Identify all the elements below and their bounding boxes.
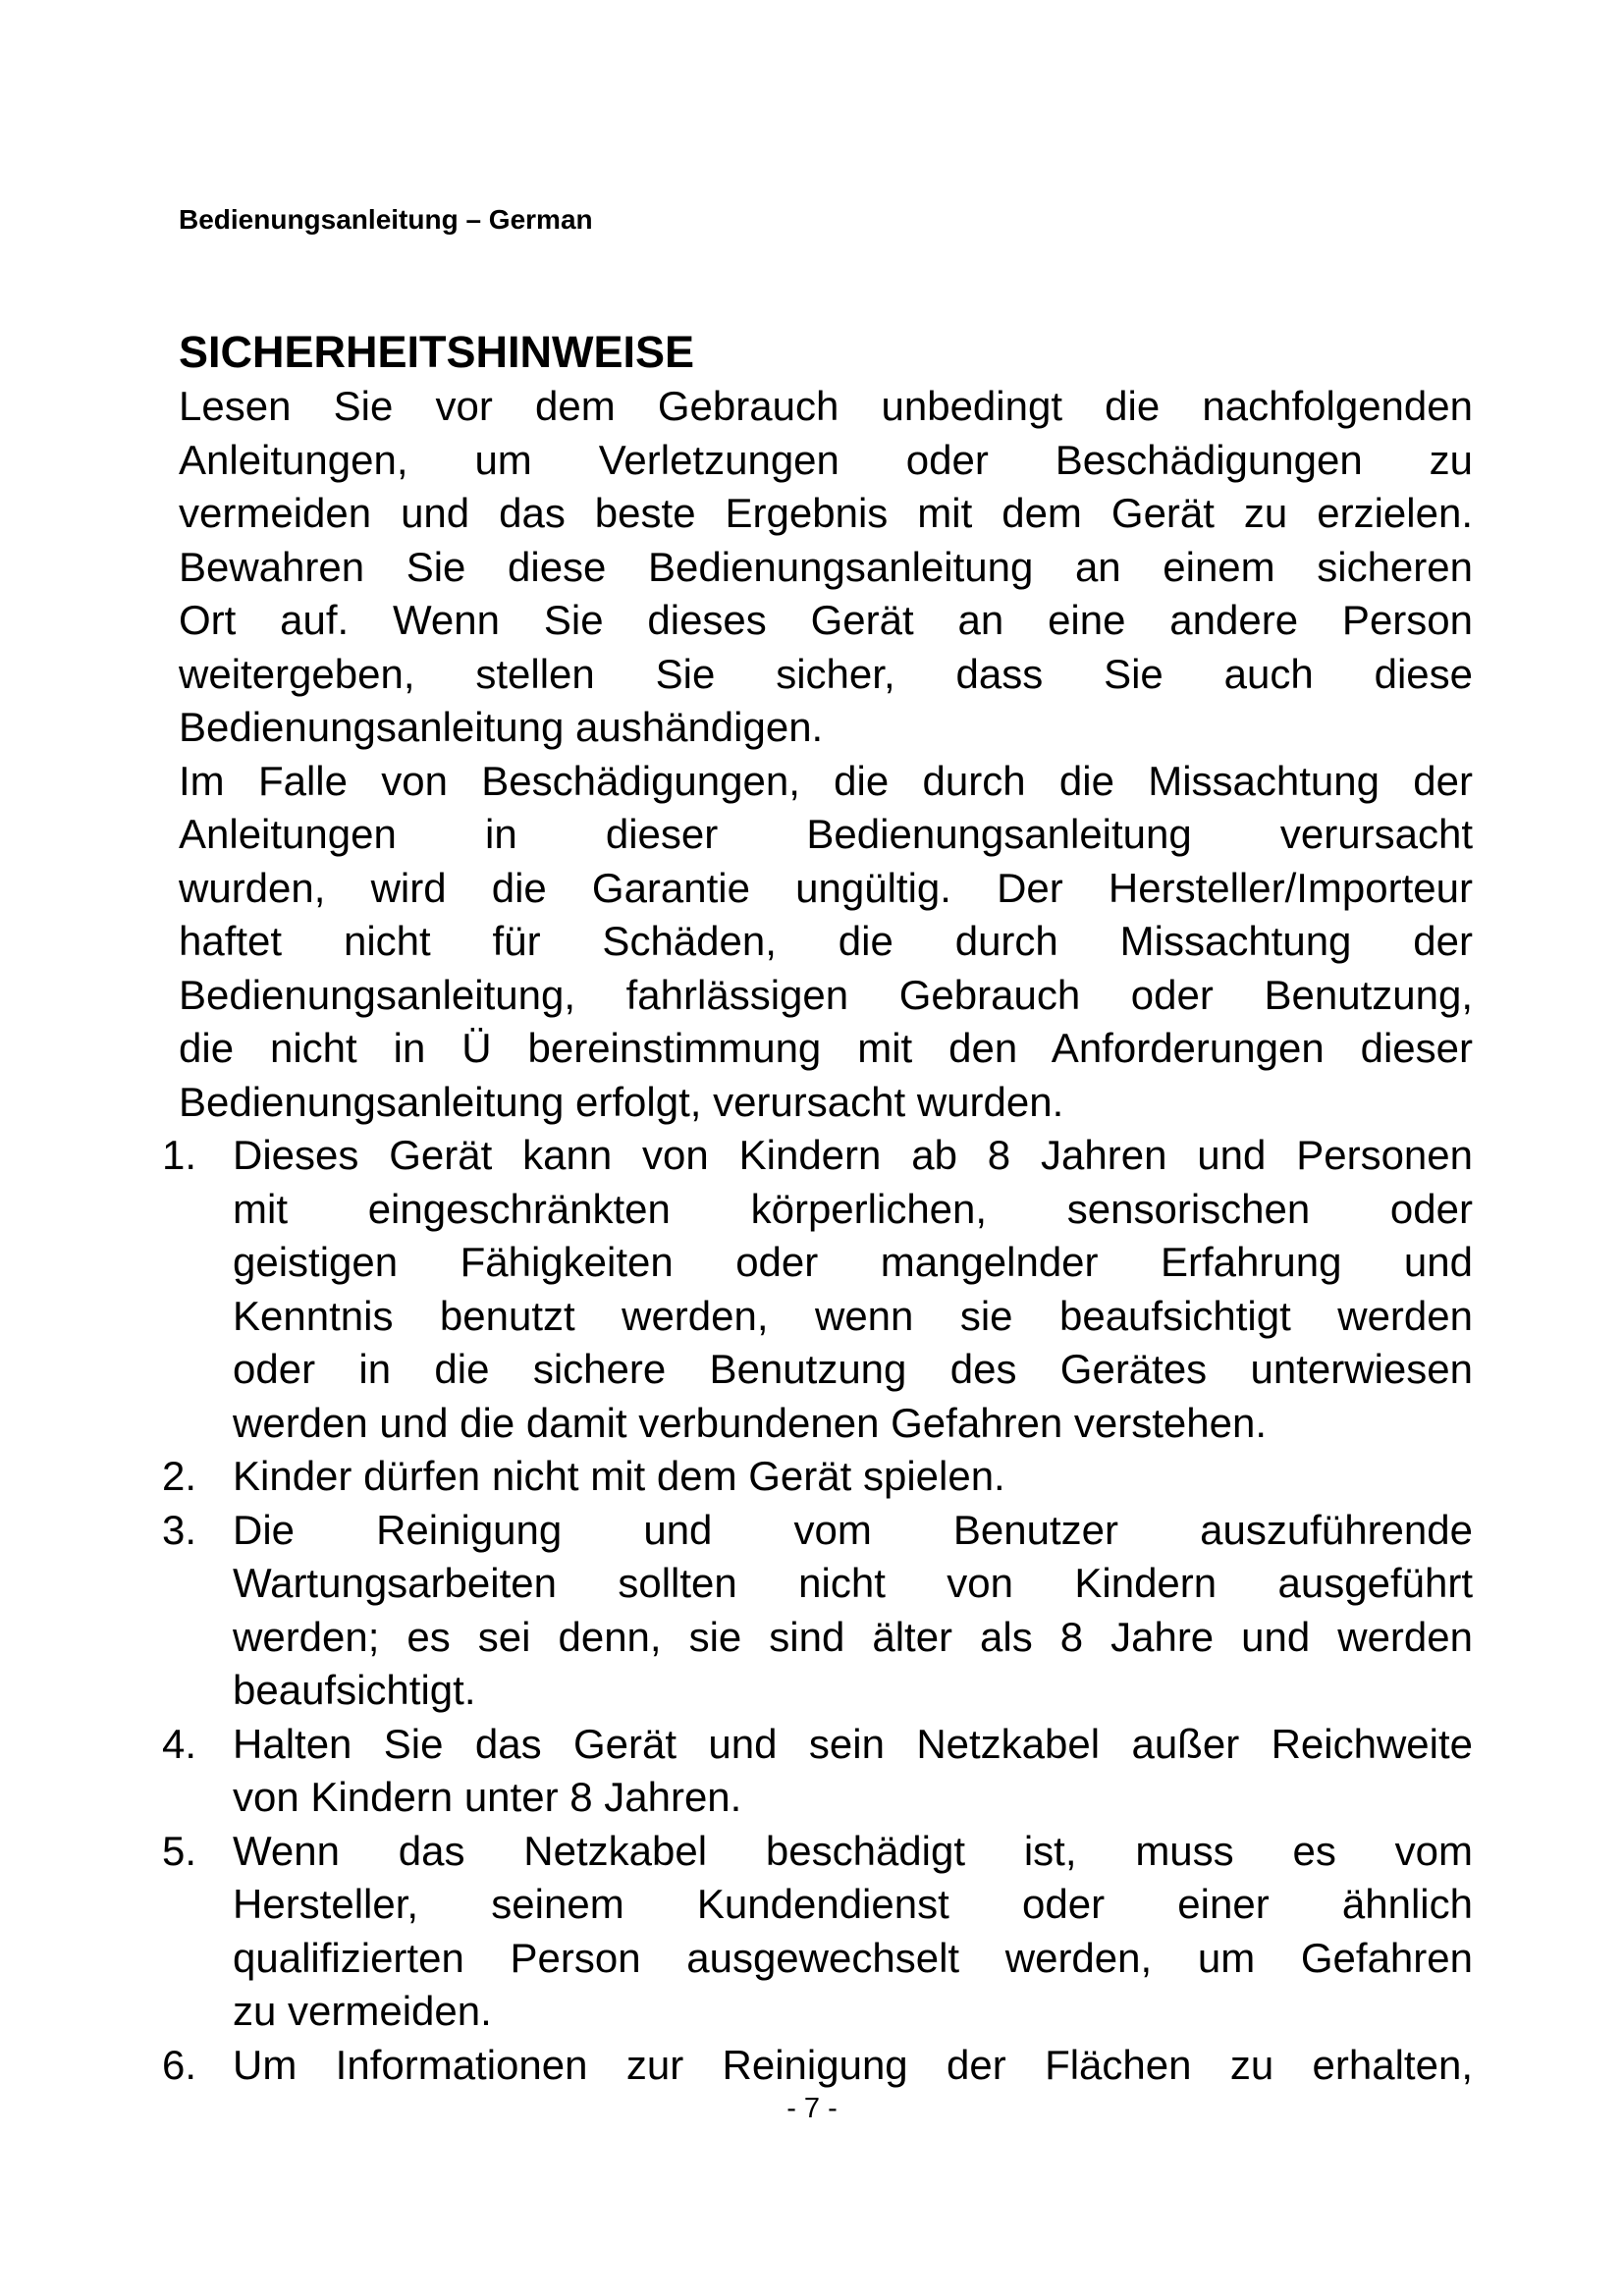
text-line: die nicht in Ü bereinstimmung mit den Anforderungen dieser — [179, 1025, 1473, 1071]
text-line: von Kindern unter 8 Jahren. — [233, 1774, 742, 1820]
text-line: Bedienungsanleitung aushändigen. — [179, 704, 824, 750]
list-item — [162, 1825, 1473, 2039]
text-line: Wartungsarbeiten sollten nicht von Kindern ausgeführt — [233, 1560, 1473, 1606]
safety-list — [162, 1129, 1473, 2092]
text-line: Bewahren Sie diese Bedienungsanleitung an einem sicheren — [179, 543, 1473, 590]
text-line: Anleitungen in dieser Bedienungsanleitung verursacht — [179, 811, 1473, 857]
text-line: beaufsichtigt. — [233, 1667, 476, 1713]
list-item-number: 6. — [162, 2041, 197, 2088]
text-line: Ort auf. Wenn Sie dieses Gerät an eine andere Person — [179, 597, 1473, 643]
text-line: Kenntnis benutzt werden, wenn sie beaufsichtigt werden — [233, 1292, 1473, 1339]
text-line: Bedienungsanleitung, fahrlässigen Gebrauch oder Benutzung, — [179, 971, 1473, 1018]
text-line: Um Informationen zur Reinigung der Flächen zu erhalten, — [233, 2041, 1473, 2088]
content-area — [162, 324, 1473, 2092]
list-item-number: 3. — [162, 1506, 197, 1553]
list-item — [162, 1718, 1473, 1825]
text-line: Dieses Gerät kann von Kindern ab 8 Jahren und Personen — [233, 1132, 1473, 1178]
text-line: mit eingeschränkten körperlichen, sensorischen oder — [233, 1185, 1473, 1232]
list-item-number: 1. — [162, 1132, 197, 1178]
text-line: zu vermeiden. — [233, 1988, 492, 2034]
page-header: Bedienungsanleitung – German — [179, 204, 593, 235]
text-line: Die Reinigung und vom Benutzer auszuführende — [233, 1506, 1473, 1553]
list-item — [162, 1129, 1473, 1450]
text-line: Halten Sie das Gerät und sein Netzkabel außer Reichweite — [233, 1720, 1473, 1767]
page-number: - 7 - — [786, 2093, 838, 2124]
section-title: SICHERHEITSHINWEISE — [179, 327, 695, 377]
list-item — [162, 2039, 1473, 2093]
intro-paragraphs — [179, 380, 1473, 1129]
text-line: oder in die sichere Benutzung des Gerätes unterwiesen — [233, 1346, 1473, 1392]
text-line: qualifizierten Person ausgewechselt werden, um Gefahren — [233, 1934, 1473, 1981]
text-line: Hersteller, seinem Kundendienst oder einer ähnlich — [233, 1881, 1473, 1927]
text-line: wurden, wird die Garantie ungültig. Der Hersteller/Importeur — [179, 864, 1473, 911]
text-line: vermeiden und das beste Ergebnis mit dem Gerät zu erzielen. — [179, 490, 1473, 536]
list-item — [162, 1450, 1473, 1504]
text-line: geistigen Fähigkeiten oder mangelnder Erfahrung und — [233, 1239, 1473, 1285]
list-item-number: 4. — [162, 1720, 197, 1767]
text-line: Bedienungsanleitung erfolgt, verursacht wurden. — [179, 1078, 1064, 1125]
list-item-number: 2. — [162, 1453, 197, 1499]
list-item — [162, 1504, 1473, 1718]
text-line: weitergeben, stellen Sie sicher, dass Sie auch diese — [179, 650, 1473, 697]
text-line: Im Falle von Beschädigungen, die durch die Missachtung der — [179, 757, 1473, 804]
text-line: Kinder dürfen nicht mit dem Gerät spielen. — [233, 1453, 1005, 1499]
text-line: werden; es sei denn, sie sind älter als 8 Jahre und werden — [233, 1613, 1473, 1660]
text-line: Anleitungen, um Verletzungen oder Beschädigungen zu — [179, 436, 1473, 483]
text-line: werden und die damit verbundenen Gefahren verstehen. — [233, 1399, 1268, 1446]
list-item-number: 5. — [162, 1827, 197, 1874]
text-line: Lesen Sie vor dem Gebrauch unbedingt die nachfolgenden — [179, 383, 1473, 429]
text-line: Wenn das Netzkabel beschädigt ist, muss es vom — [233, 1827, 1473, 1874]
text-line: haftet nicht für Schäden, die durch Missachtung der — [179, 918, 1473, 964]
